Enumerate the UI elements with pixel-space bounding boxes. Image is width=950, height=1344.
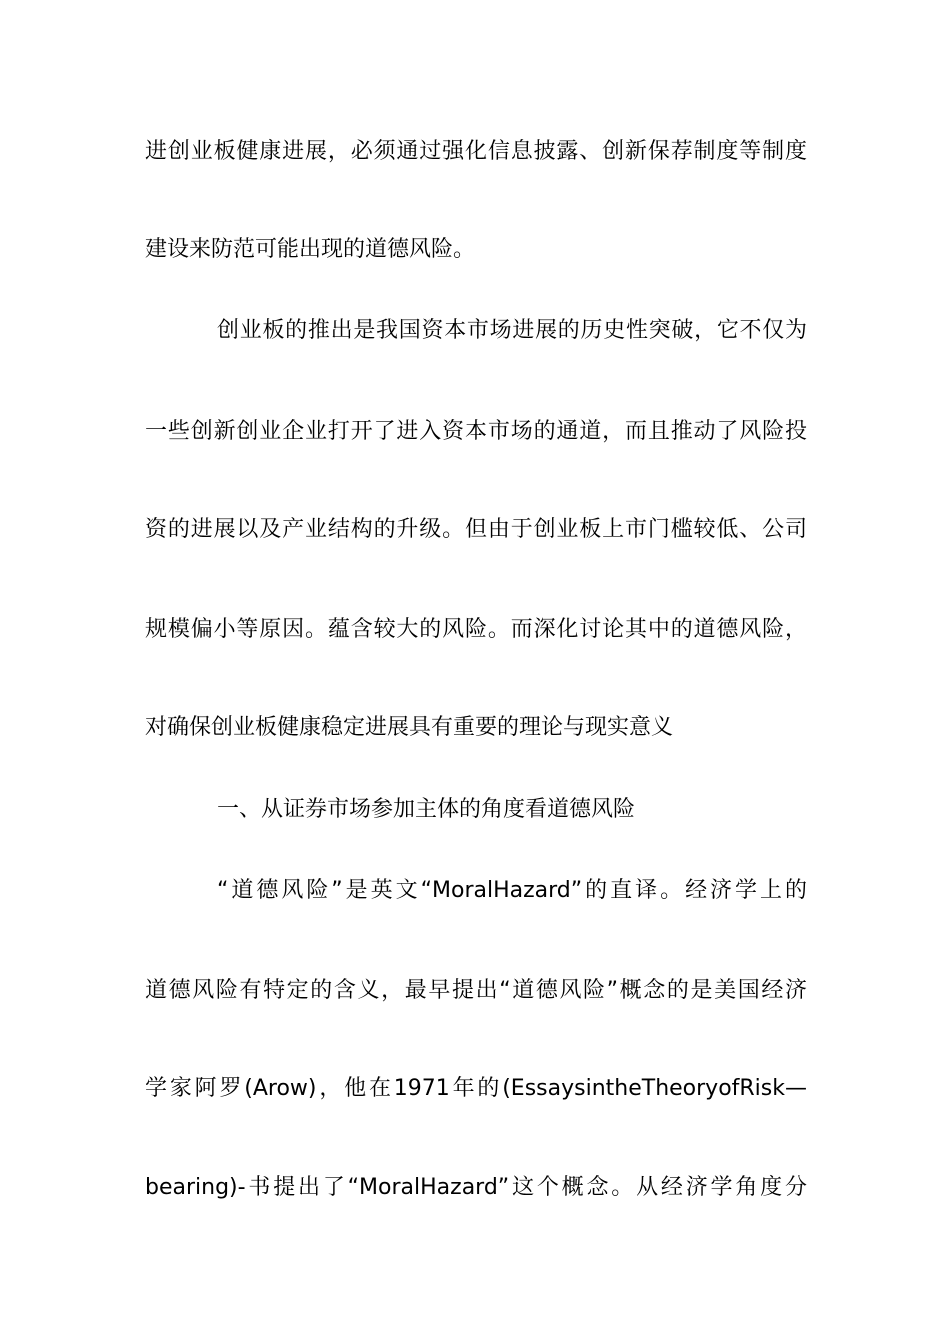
paragraph-2-line-2: 一些创新创业企业打开了进入资本市场的通道，而且推动了风险投 [145, 419, 807, 444]
section-heading: 一、从证券市场参加主体的角度看道德风险 [217, 797, 636, 822]
paragraph-2-line-5: 对确保创业板健康稳定进展具有重要的理论与现实意义 [145, 715, 674, 740]
paragraph-3-line-2: 道德风险有特定的含义，最早提出“道德风险”概念的是美国经济 [145, 978, 807, 1003]
paragraph-1-line-2: 建设来防范可能出现的道德风险。 [145, 237, 476, 262]
paragraph-3-line-4: bearing)-书提出了“MoralHazard”这个概念。从经济学角度分 [145, 1175, 807, 1200]
paragraph-1-line-1: 进创业板健康进展，必须通过强化信息披露、创新保荐制度等制度 [145, 139, 807, 164]
paragraph-2-line-1: 创业板的推出是我国资本市场进展的历史性突破，它不仅为 [217, 318, 807, 343]
paragraph-3-line-3: 学家阿罗(Arow)，他在1971年的(EssaysintheTheoryofRisk— [145, 1076, 807, 1101]
paragraph-2-line-4: 规模偏小等原因。蕴含较大的风险。而深化讨论其中的道德风险， [145, 617, 807, 642]
paragraph-3-line-1: “道德风险”是英文“MoralHazard”的直译。经济学上的 [217, 878, 807, 903]
paragraph-2-line-3: 资的进展以及产业结构的升级。但由于创业板上市门槛较低、公司 [145, 517, 807, 542]
